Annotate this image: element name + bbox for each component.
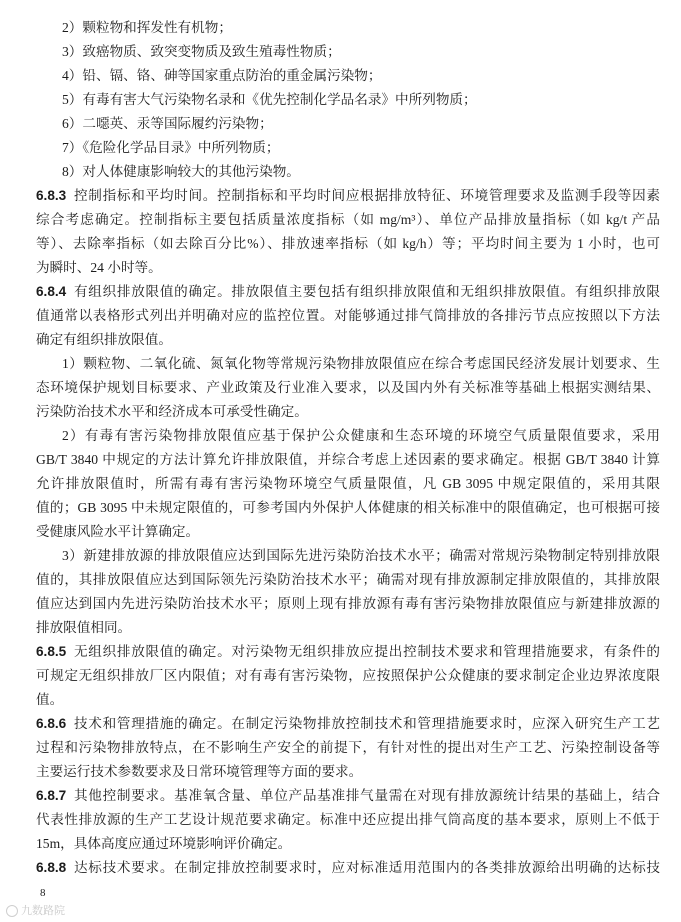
text-line: 3）新建排放源的排放限值应达到国际先进污染防治技术水平；确需对常规污染物制定特别排放限 (62, 548, 660, 563)
text-line: 技术和管理措施的确定。在制定污染物排放控制技术和管理措施要求时，应深入研究生产工艺 (73, 716, 660, 731)
watermark-text: 九数路院 (21, 904, 65, 917)
text-line: 值。 (36, 692, 64, 707)
text-line: 其他控制要求。基准氧含量、单位产品基准排气量需在对现有排放源统计结果的基础上，结合 (73, 788, 660, 803)
section-number: 6.8.5 (36, 644, 67, 659)
text-line: 值应达到国内先进污染防治技术水平；原则上现有排放源有毒有害污染物排放限值应与新建排放源的 (36, 596, 660, 611)
text-line: 15m，具体高度应通过环境影响评价确定。 (36, 836, 292, 851)
text-line: 受健康风险水平计算确定。 (36, 524, 200, 539)
text-line: 有组织排放限值的确定。排放限值主要包括有组织排放限值和无组织排放限值。有组织排放限 (73, 284, 660, 299)
watermark-logo-icon (6, 905, 18, 917)
text-line: 排放限值相同。 (36, 620, 132, 635)
section-number: 6.8.3 (36, 188, 67, 203)
text-line: 值通常以表格形式列出并明确对应的监控位置。对能够通过排气筒排放的各排污节点应按照以下方法 (36, 308, 660, 323)
text-line: 确定有组织排放限值。 (36, 332, 172, 347)
text-line: 等）、去除率指标（如去除百分比%）、排放速率指标（如 kg/h）等；平均时间主要为 1 小时，也可 (36, 236, 660, 251)
document-body (36, 16, 660, 880)
text-line: 1）颗粒物、二氧化硫、氮氧化物等常规污染物排放限值应在综合考虑国民经济发展计划要求、生 (62, 356, 660, 371)
text-line: 允许排放限值时，所需有毒有害污染物环境空气质量限值，凡 GB 3095 中规定限值的，采用其限 (36, 476, 660, 491)
section-number: 6.8.6 (36, 716, 67, 731)
section-number: 6.8.4 (36, 284, 67, 299)
text-line: 无组织排放限值的确定。对污染物无组织排放应提出控制技术要求和管理措施要求，有条件的 (73, 644, 660, 659)
list-item: 8）对人体健康影响较大的其他污染物。 (62, 164, 300, 179)
text-line: GB/T 3840 中规定的方法计算允许排放限值，并综合考虑上述因素的要求确定。根据 GB/T 3840 计算 (36, 452, 660, 467)
section-6-8-8-heading-line (36, 856, 660, 880)
text-line: 2）有毒有害污染物排放限值应基于保护公众健康和生态环境的环境空气质量限值要求，采用 (62, 428, 660, 443)
section-6-8-4-heading-line (36, 280, 660, 304)
text-line: 态环境保护规划目标要求、产业政策及行业准入要求，以及国内外有关标准等基础上根据实测结果、 (36, 380, 660, 395)
text-line: 达标技术要求。在制定排放控制要求时，应对标准适用范围内的各类排放源给出明确的达标技 (73, 860, 660, 875)
list-item: 7）《危险化学品目录》中所列物质； (62, 140, 280, 155)
list-item: 5）有毒有害大气污染物名录和《优先控制化学品名录》中所列物质； (62, 92, 477, 107)
list-item: 4）铅、镉、铬、砷等国家重点防治的重金属污染物； (62, 68, 382, 83)
text-line: 值的；GB 3095 中未规定限值的，可参考国内外保护人体健康的相关标准中的限值确定，也可根据可接 (36, 500, 660, 515)
section-6-8-7-heading-line (36, 784, 660, 808)
section-number: 6.8.8 (36, 860, 67, 875)
text-line: 可规定无组织排放厂区内限值；对有毒有害污染物，应按照保护公众健康的要求制定企业边界浓度限 (36, 668, 660, 683)
list-item: 2）颗粒物和挥发性有机物； (62, 20, 232, 35)
page-number: 8 (40, 887, 46, 899)
text-line: 值的，其排放限值应达到国际领先污染防治技术水平；确需对现有排放源制定排放限值的，其排放限 (36, 572, 660, 587)
text-line: 综合考虑确定。控制指标主要包括质量浓度指标（如 mg/m³）、单位产品排放量指标（如 kg/t 产品 (36, 212, 660, 227)
text-line: 为瞬时、24 小时等。 (36, 260, 162, 275)
section-6-8-5-heading-line (36, 640, 660, 664)
text-line: 控制指标和平均时间。控制指标和平均时间应根据排放特征、环境管理要求及监测手段等因素 (73, 188, 660, 203)
text-line: 过程和污染物排放特点，在不影响生产安全的前提下，有针对性的提出对生产工艺、污染控制设备等 (36, 740, 660, 755)
section-6-8-3-heading-line (36, 184, 660, 208)
text-line: 主要运行技术参数要求及日常环境管理等方面的要求。 (36, 764, 363, 779)
text-line: 污染防治技术水平和经济成本可承受性确定。 (36, 404, 308, 419)
list-item: 3）致癌物质、致突变物质及致生殖毒性物质； (62, 44, 341, 59)
section-number: 6.8.7 (36, 788, 67, 803)
watermark (6, 904, 65, 918)
section-6-8-6-heading-line (36, 712, 660, 736)
text-line: 代表性排放源的生产工艺设计规范要求确定。标准中还应提出排气筒高度的基本要求，原则上不低于 (36, 812, 660, 827)
list-item: 6）二噁英、汞等国际履约污染物； (62, 116, 273, 131)
